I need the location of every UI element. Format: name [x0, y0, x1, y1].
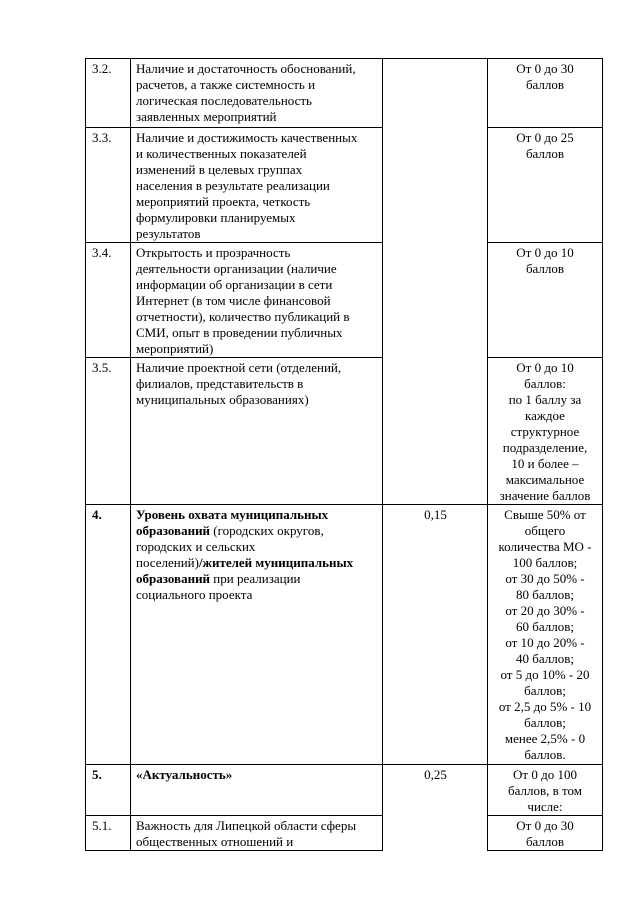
weight-cell: 0,25	[383, 765, 488, 851]
criterion-text: Уровень охвата муниципальных образований (городских округов, городских и сельских поселений)/жителей муниципальных образований при реализации социального проекта	[131, 505, 383, 765]
table-row	[86, 358, 603, 505]
weight-cell: 0,15	[383, 505, 488, 765]
criterion-text: Наличие и достижимость качественных и количественных показателей изменений в целевых группах населения в результате реализации мероприятий проекта, четкость формулировки планируемых результатов	[131, 128, 383, 243]
table-row	[86, 59, 603, 128]
criterion-text: Наличие и достаточность обоснований, расчетов, а также системность и логическая последовательность заявленных мероприятий	[131, 59, 383, 128]
row-number: 5.	[86, 765, 131, 816]
criterion-text: «Актуальность»	[131, 765, 383, 816]
row-number: 3.2.	[86, 59, 131, 128]
table-row	[86, 243, 603, 358]
row-number: 3.5.	[86, 358, 131, 505]
row-number: 3.4.	[86, 243, 131, 358]
criterion-text: Наличие проектной сети (отделений, филиалов, представительств в муниципальных образованиях)	[131, 358, 383, 505]
row-number: 5.1.	[86, 816, 131, 851]
criteria-table	[85, 58, 603, 851]
score-cell: От 0 до 10 баллов: по 1 баллу за каждое структурное подразделение, 10 и более – максимальное значение баллов	[488, 358, 603, 505]
score-cell: Свыше 50% от общего количества МО - 100 баллов; от 30 до 50% - 80 баллов; от 20 до 30% - 60 баллов; от 10 до 20% - 40 баллов; от 5 до 10% - 20 баллов; от 2,5 до 5% - 10 баллов; менее 2,5% - 0 баллов.	[488, 505, 603, 765]
table-row	[86, 505, 603, 765]
score-cell: От 0 до 30 баллов	[488, 59, 603, 128]
weight-cell	[383, 59, 488, 505]
row-number: 4.	[86, 505, 131, 765]
criterion-text: Важность для Липецкой области сферы общественных отношений и	[131, 816, 383, 851]
table-row	[86, 765, 603, 816]
score-cell: От 0 до 100 баллов, в том числе:	[488, 765, 603, 816]
table-row	[86, 128, 603, 243]
criterion-text: Открытость и прозрачность деятельности организации (наличие информации об организации в сети Интернет (в том числе финансовой отчетности), количество публикаций в СМИ, опыт в проведении публичных мероприятий)	[131, 243, 383, 358]
row-number: 3.3.	[86, 128, 131, 243]
table-row	[86, 816, 603, 851]
score-cell: От 0 до 30 баллов	[488, 816, 603, 851]
score-cell: От 0 до 25 баллов	[488, 128, 603, 243]
score-cell: От 0 до 10 баллов	[488, 243, 603, 358]
